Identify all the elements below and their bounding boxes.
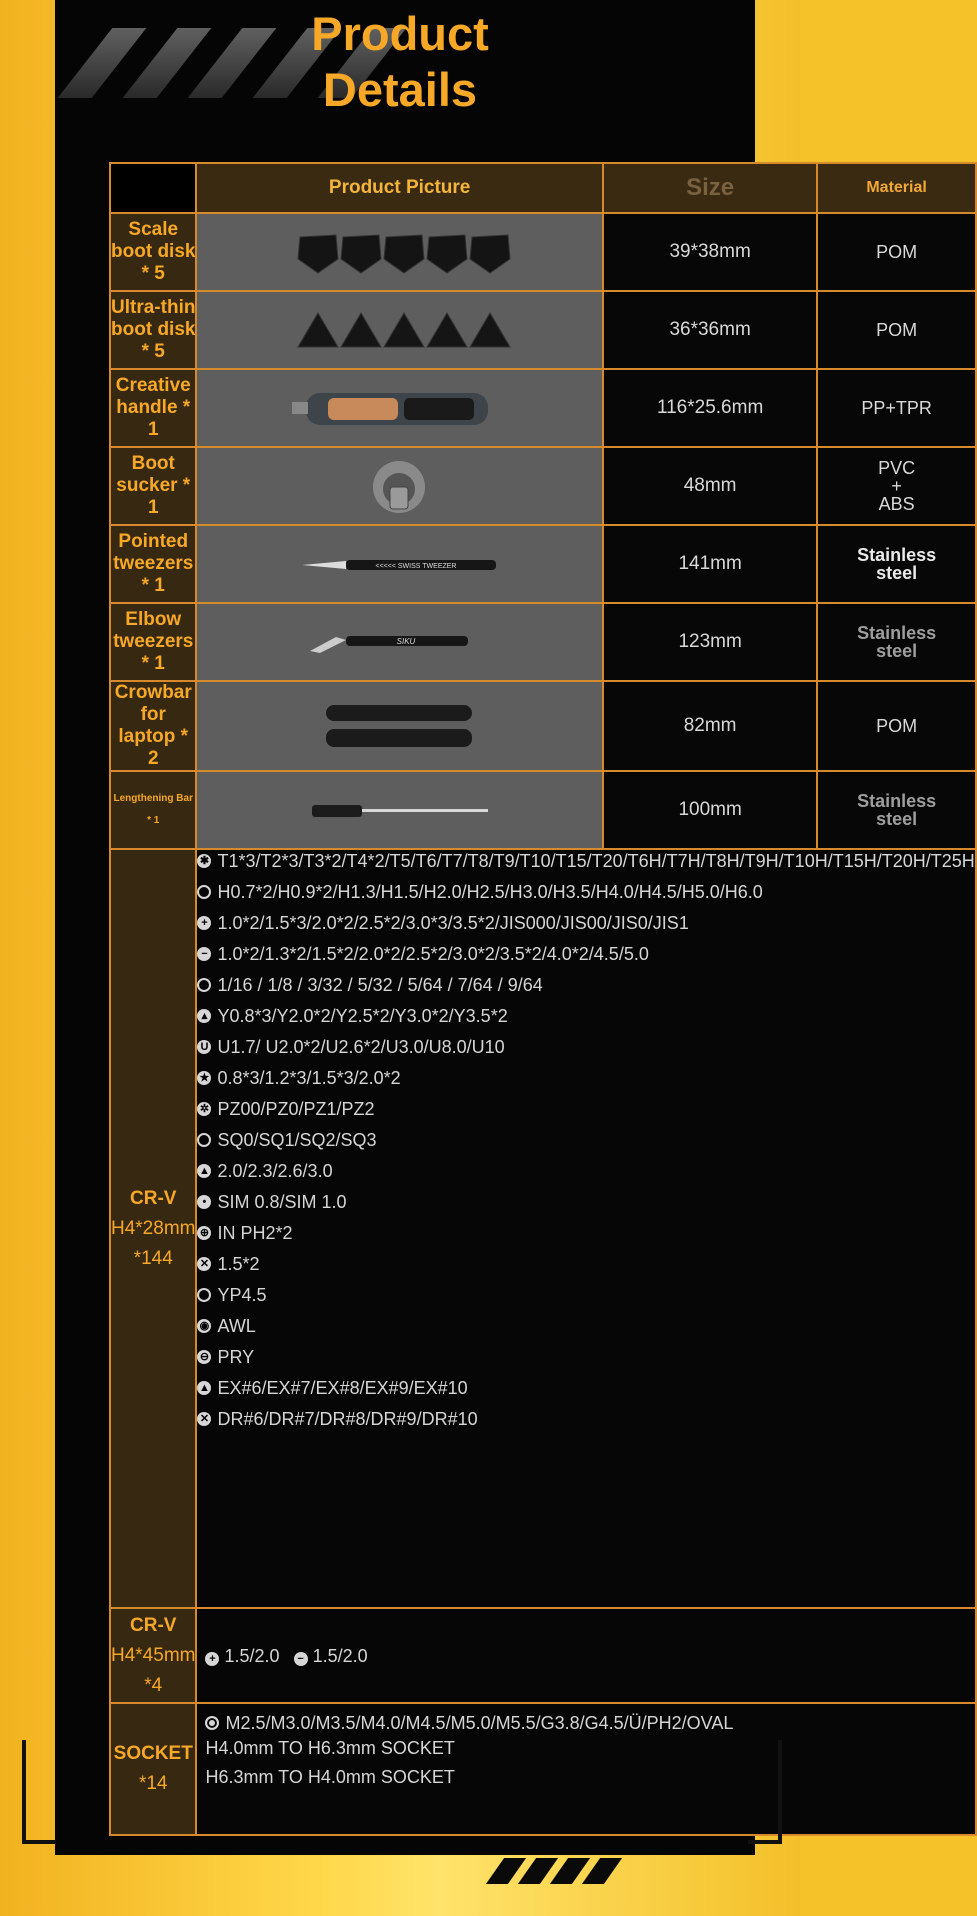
bit-item: ✕ DR#6/DR#7/DR#8/DR#9/DR#10 (197, 1408, 974, 1430)
triangle-icon: ▲ (199, 1165, 210, 1177)
phillips-icon: + (197, 916, 211, 930)
title-line-1: Product (311, 7, 489, 60)
item-name: Boot sucker * 1 (110, 447, 196, 525)
sim-icon: • (197, 1195, 211, 1209)
product-picture (196, 291, 602, 369)
torx-icon: ✱ (197, 854, 211, 868)
table-row (110, 213, 976, 291)
dr-icon: ✕ (197, 1412, 211, 1426)
socket-list (196, 1703, 975, 1835)
bit-item: ▲ 2.0/2.3/2.6/3.0 (199, 1161, 333, 1181)
star-icon: ★ (197, 1071, 211, 1085)
item-size: 36*36mm (603, 291, 818, 369)
crv-count: *4 (144, 1674, 163, 1696)
product-image (286, 371, 513, 445)
phillips-icon: + (205, 1652, 219, 1666)
crv-28-label (110, 849, 196, 1608)
item-name: Crowbar for laptop * 2 (110, 681, 196, 771)
item-name: Ultra-thin boot disk * 5 (110, 291, 196, 369)
item-material: Stainless steel (817, 771, 975, 849)
socket-name: SOCKET (113, 1743, 193, 1764)
product-image (286, 449, 513, 523)
ex-icon: ▲ (199, 1382, 210, 1394)
bit-item: H0.7*2/H0.9*2/H1.3/H1.5/H2.0/H2.5/H3.0/H3.5/H4.0/H4.5/H5.0/H6.0 (197, 881, 974, 903)
bit-item: ✱ T1*3/T2*3/T3*2/T4*2/T5/T6/T7/T8/T9/T10/T15/T20/T6H/T7H/T8H/T9H/T10H/T15H/T20H/T25H (197, 850, 974, 872)
in-phillips-icon: ⊕ (197, 1226, 211, 1240)
corner-decoration-right (748, 1740, 782, 1844)
socket-line-3: H6.3mm TO H4.0mm SOCKET (205, 1767, 455, 1787)
header-material: Material (817, 163, 975, 213)
bit-item: YP4.5 (197, 1284, 974, 1306)
bit-item: • SIM 0.8/SIM 1.0 (197, 1191, 974, 1213)
bit-item: ✕ 1.5*2 (197, 1253, 974, 1275)
product-picture (196, 447, 602, 525)
bit-item: 1/16 / 1/8 / 3/32 / 5/32 / 5/64 / 7/64 / 9/64 (197, 974, 974, 996)
pry-icon: ⊖ (197, 1350, 211, 1364)
bit-item: ▴ Y0.8*3/Y2.0*2/Y2.5*2/Y3.0*2/Y3.5*2 (197, 1005, 974, 1027)
item-name: Scale boot disk * 5 (110, 213, 196, 291)
header-size: Size (603, 163, 818, 213)
socket-count: *14 (138, 1773, 168, 1794)
bit-item: ⊖ PRY (197, 1346, 974, 1368)
awl-icon: ◉ (197, 1319, 211, 1333)
item-name: Elbow tweezers * 1 (110, 603, 196, 681)
decorative-stripes-bottom (475, 1858, 655, 1884)
item-size: 82mm (603, 681, 818, 771)
bit-item: ✲ PZ00/PZ0/PZ1/PZ2 (197, 1098, 974, 1120)
u-bit-icon: U (197, 1040, 211, 1054)
socket-line-2: H4.0mm TO H6.3mm SOCKET (205, 1738, 455, 1758)
item-material: POM (817, 681, 975, 771)
item-size: 141mm (603, 525, 818, 603)
bit-item: − 1.0*2/1.3*2/1.5*2/2.0*2/2.5*2/3.0*2/3.5*2/4.0*2/4.5/5.0 (197, 943, 974, 965)
table-row-crv-45 (110, 1608, 976, 1703)
socket-line-1: M2.5/M3.0/M3.5/M4.0/M4.5/M5.0/M5.5/G3.8/G4.5/Ü/PH2/OVAL (205, 1712, 966, 1734)
header-blank (110, 163, 196, 213)
bit-item: ★ 0.8*3/1.2*3/1.5*3/2.0*2 (197, 1067, 974, 1089)
crv-45-bits (196, 1608, 975, 1703)
bit-item: ◉ AWL (197, 1315, 974, 1337)
bit-item: ▲ EX#6/EX#7/EX#8/EX#9/EX#10 (199, 1378, 468, 1398)
product-image (286, 605, 513, 679)
socket-icon (205, 1716, 219, 1730)
table-row (110, 771, 976, 849)
item-size: 116*25.6mm (603, 369, 818, 447)
crv-name: CR-V (130, 1187, 177, 1209)
table-row (110, 447, 976, 525)
tweezer-brand-text: SIKU (396, 637, 416, 646)
corner-decoration-left (22, 1740, 56, 1844)
bit-item: + 1.0*2/1.5*3/2.0*2/2.5*2/3.0*3/3.5*2/JIS000/JIS00/JIS0/JIS1 (197, 912, 974, 934)
item-material: POM (817, 213, 975, 291)
table-row-socket (110, 1703, 976, 1835)
product-picture (196, 603, 602, 681)
table-header (110, 163, 976, 213)
product-image (286, 215, 513, 289)
item-material: Stainless steel (817, 525, 975, 603)
item-size: 123mm (603, 603, 818, 681)
bit-item: − 1.5/2.0 (294, 1645, 368, 1667)
pentalobe-icon (197, 1288, 211, 1302)
item-size: 100mm (603, 771, 818, 849)
table-row (110, 681, 976, 771)
table-row-crv-28 (110, 849, 976, 1608)
crv-count: *144 (133, 1247, 173, 1269)
tweezer-brand-text: <<<<< SWISS TWEEZER (375, 563, 457, 570)
pozidriv-icon: ✲ (197, 1102, 211, 1116)
product-image (286, 689, 513, 763)
crv-name: CR-V (130, 1614, 177, 1636)
item-name: Creative handle * 1 (110, 369, 196, 447)
tri-wing-icon: ▴ (197, 1009, 211, 1023)
item-size: 48mm (603, 447, 818, 525)
item-material: Stainless steel (817, 603, 975, 681)
bit-item: ⊕ IN PH2*2 (197, 1222, 974, 1244)
product-picture (196, 771, 602, 849)
crv-spec: H4*28mm (111, 1217, 196, 1239)
square-hex-icon (197, 978, 211, 992)
hex-icon (197, 885, 211, 899)
item-material: PVC + ABS (817, 447, 975, 525)
title-line-2: Details (322, 63, 478, 116)
crv-spec: H4*45mm (111, 1644, 196, 1666)
product-picture (196, 525, 602, 603)
item-name: Lengthening Bar * 1 (110, 771, 196, 849)
product-details-table (109, 162, 977, 1836)
product-image (286, 293, 513, 367)
cross-icon: ✕ (197, 1257, 211, 1271)
header-product-picture: Product Picture (196, 163, 602, 213)
item-size: 39*38mm (603, 213, 818, 291)
bit-item: SQ0/SQ1/SQ2/SQ3 (197, 1129, 974, 1151)
slotted-icon: − (197, 947, 211, 961)
socket-label (110, 1703, 196, 1835)
page-title (0, 6, 800, 118)
bit-list (196, 849, 975, 1608)
product-picture (196, 213, 602, 291)
crv-45-label (110, 1608, 196, 1703)
bit-item: + 1.5/2.0 (205, 1645, 279, 1667)
table-row (110, 603, 976, 681)
product-image (286, 773, 513, 847)
table-row (110, 369, 976, 447)
square-icon (197, 1133, 211, 1147)
slotted-icon: − (294, 1652, 308, 1666)
product-picture (196, 369, 602, 447)
product-picture (196, 681, 602, 771)
item-material: POM (817, 291, 975, 369)
item-name: Pointed tweezers * 1 (110, 525, 196, 603)
product-image (286, 527, 513, 601)
item-material: PP+TPR (817, 369, 975, 447)
table-row (110, 291, 976, 369)
table-row (110, 525, 976, 603)
bit-item: U U1.7/ U2.0*2/U2.6*2/U3.0/U8.0/U10 (197, 1036, 974, 1058)
